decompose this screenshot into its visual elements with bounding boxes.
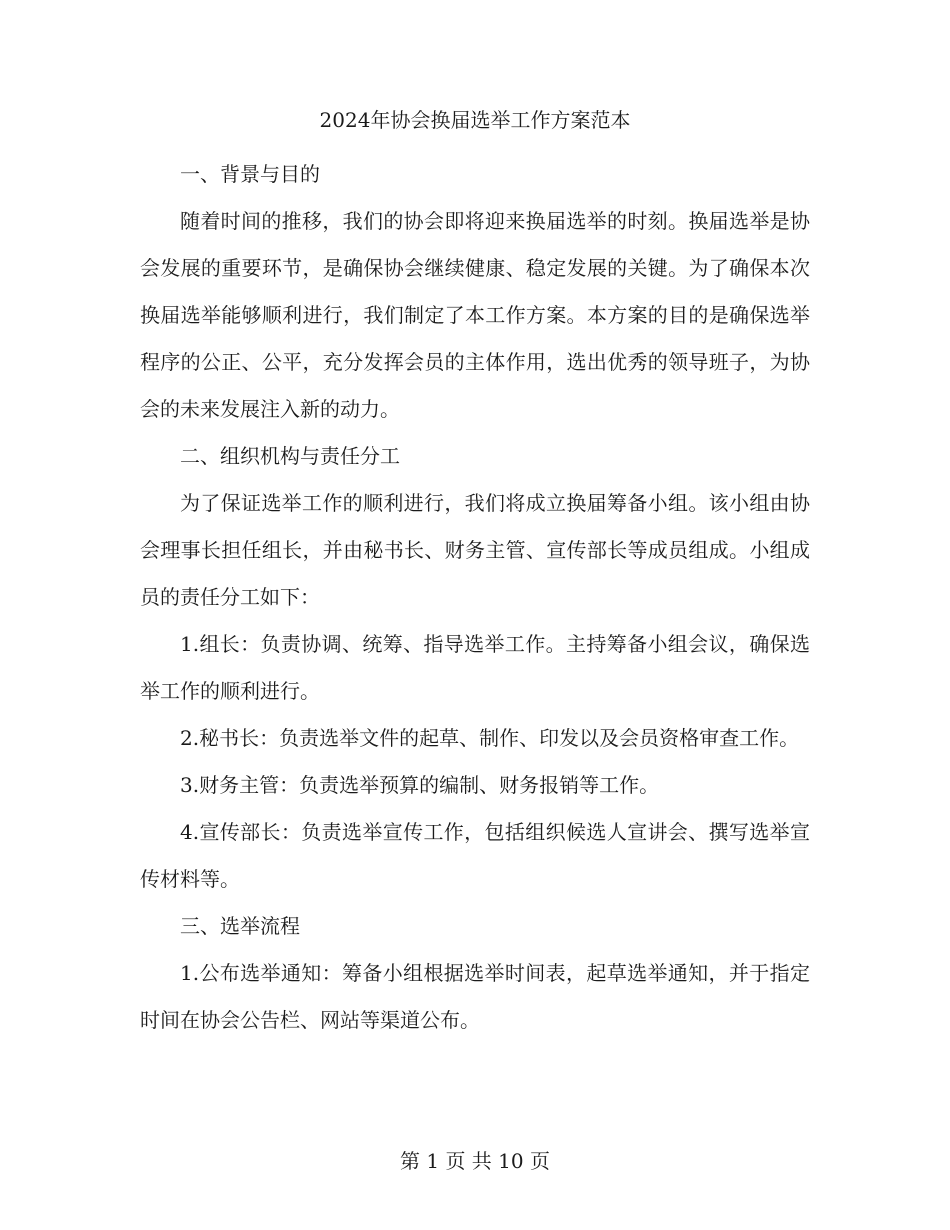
- paragraph-organization: 为了保证选举工作的顺利进行，我们将成立换届筹备小组。该小组由协会理事长担任组长，并由秘书长、财务主管、宣传部长等成员组成。小组成员的责任分工如下：: [140, 491, 810, 609]
- list-item-announcement: 1.公布选举通知：筹备小组根据选举时间表，起草选举通知，并于指定时间在协会公告栏、网站等渠道公布。: [140, 961, 810, 1032]
- section-heading-process: 三、选举流程: [180, 914, 300, 938]
- document-body: [140, 151, 810, 1044]
- page-number: 第 1 页 共 10 页: [400, 1149, 550, 1173]
- document-title: 2024年协会换届选举工作方案范本: [319, 108, 631, 132]
- section-heading-organization: 二、组织机构与责任分工: [180, 444, 400, 468]
- list-item-publicity: 4.宣传部长：负责选举宣传工作，包括组织候选人宣讲会、撰写选举宣传材料等。: [140, 820, 810, 891]
- list-item-leader: 1.组长：负责协调、统筹、指导选举工作。主持筹备小组会议，确保选举工作的顺利进行。: [140, 632, 810, 703]
- list-item-finance: 3.财务主管：负责选举预算的编制、财务报销等工作。: [180, 773, 660, 797]
- section-heading-background: 一、背景与目的: [180, 162, 320, 186]
- paragraph-background: 随着时间的推移，我们的协会即将迎来换届选举的时刻。换届选举是协会发展的重要环节，是确保协会继续健康、稳定发展的关键。为了确保本次换届选举能够顺利进行，我们制定了本工作方案。本方案的目的是确保选举程序的公正、公平，充分发挥会员的主体作用，选出优秀的领导班子，为协会的未来发展注入新的动力。: [140, 209, 810, 421]
- list-item-secretary: 2.秘书长：负责选举文件的起草、制作、印发以及会员资格审查工作。: [180, 726, 800, 750]
